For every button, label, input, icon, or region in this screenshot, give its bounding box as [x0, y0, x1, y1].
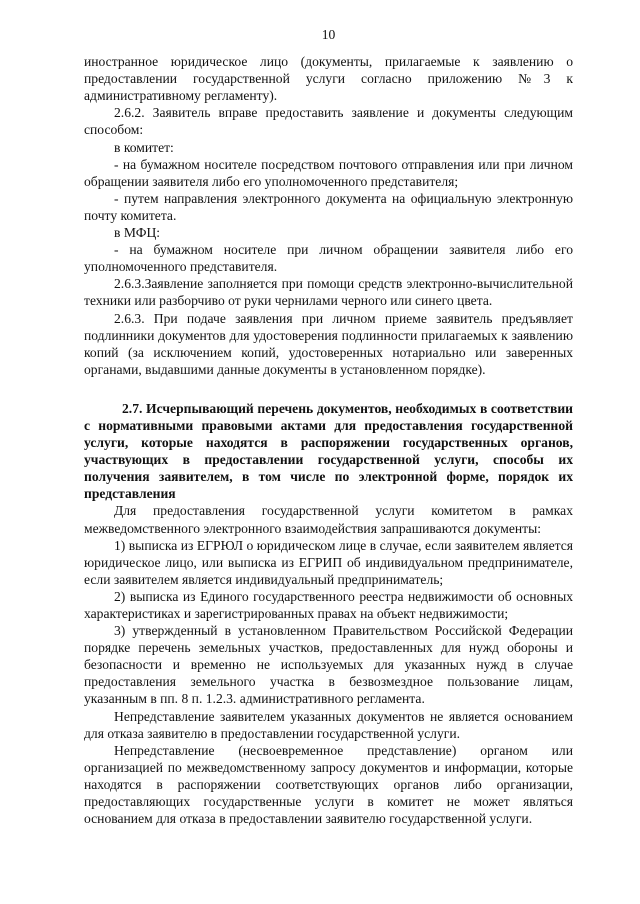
paragraph: 2.6.2. Заявитель вправе предоставить заявление и документы следующим способом:: [84, 105, 573, 138]
paragraph: 2) выписка из Единого государственного реестра недвижимости об основных характеристиках и зарегистрированных правах на объект недвижимости;: [84, 588, 573, 621]
paragraph: - на бумажном носителе посредством почтового отправления или при личном обращении заявителя либо его уполномоченного представителя;: [84, 156, 573, 189]
paragraph: - путем направления электронного документа на официальную электронную почту комитета.: [84, 190, 573, 223]
paragraphs-bottom: [84, 502, 573, 827]
paragraph: в МФЦ:: [114, 225, 161, 241]
paragraph: 1) выписка из ЕГРЮЛ о юридическом лице в случае, если заявителем является юридическое лицо, или выписка из ЕГРИП об индивидуальном предпринимателе, если заявителем является индивидуальный предприниматель;: [84, 537, 573, 587]
paragraph: - на бумажном носителе при личном обращении заявителя либо его уполномоченного представителя.: [84, 242, 573, 275]
paragraph: 2.6.3.Заявление заполняется при помощи средств электронно-вычислительной техники или разборчиво от руки чернилами черного или синего цвета.: [84, 276, 573, 309]
paragraph: в комитет:: [114, 139, 174, 155]
paragraph: Непредставление заявителем указанных документов не является основанием для отказа заявителю в предоставлении государственной услуги.: [84, 708, 573, 741]
paragraph: 3) утвержденный в установленном Правительством Российской Федерации порядке перечень земельных участков, предоставленных для нужд обороны и безопасности и временно не используемых для указанных нужд в случае предоставления земельного участка в безвозмездное пользование лицам, указанным в пп. 8 п. 1.2.3. административного регламента.: [84, 623, 573, 707]
paragraph: иностранное юридическое лицо (документы, прилагаемые к заявлению о предоставлении государственной услуги согласно приложению №3 к административному регламенту).: [84, 54, 573, 104]
document-page: [84, 26, 573, 827]
section-heading: 2.7. Исчерпывающий перечень документов, необходимых в соответствии с нормативными правовыми актами для предоставления государственной услуги, которые находятся в распоряжении государственных органов, участвующих в предоставлении государственной услуги, способы их получения заявителем, в том числе по электронной форме, порядок их представления: [84, 400, 573, 502]
paragraphs-top: [84, 53, 573, 378]
paragraph: Непредставление (несвоевременное представление) органом или организацией по межведомственному запросу документов и информации, которые находятся в распоряжении соответствующих органов либо организации, предоставляющих государственные услуги в комитет не может являться основанием для отказа в предоставлении заявителю государственной услуги.: [84, 742, 573, 827]
page-number: 10: [321, 27, 336, 42]
paragraph: 2.6.3. При подаче заявления при личном приеме заявитель предъявляет подлинники документов для удостоверения подлинности прилагаемых к заявлению копий (за исключением копий, удостоверенных нотариально или заверенных органами, выдавшими данные документы в установленном порядке).: [84, 310, 573, 377]
paragraph: Для предоставления государственной услуги комитетом в рамках межведомственного электронного взаимодействия запрашиваются документы:: [84, 503, 573, 536]
